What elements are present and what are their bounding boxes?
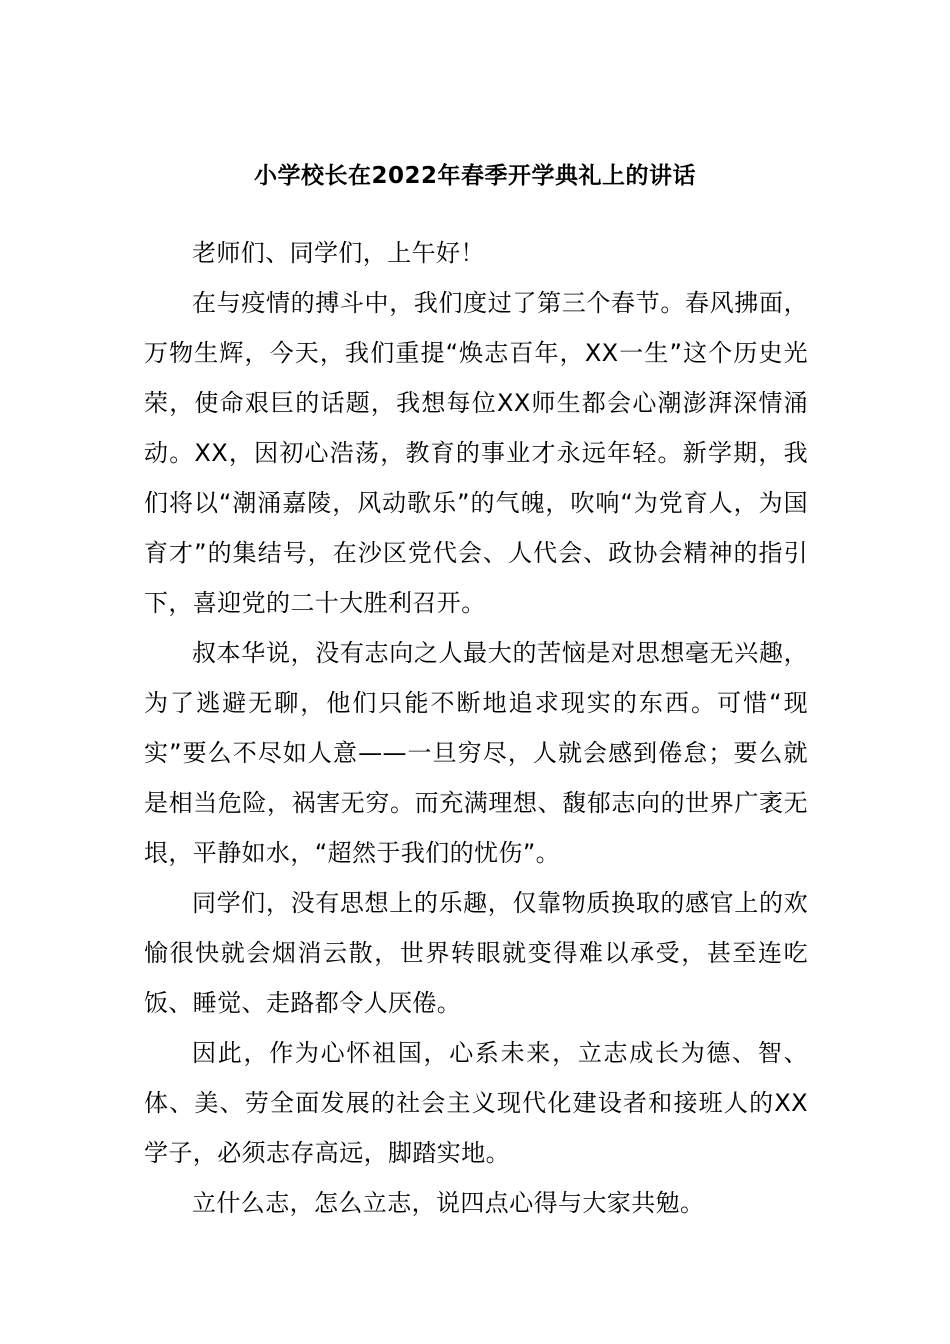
- paragraph-therefore: 因此，作为心怀祖国，心系未来，立志成长为德、智、体、美、劳全面发展的社会主义现代化建设者和接班人的XX学子，必须志存高远，脚踏实地。: [144, 1039, 808, 1167]
- paragraph-students: 同学们，没有思想上的乐趣，仅靠物质换取的感官上的欢愉很快就会烟消云散，世界转眼就变得难以承受，甚至连吃饭、睡觉、走路都令人厌倦。: [144, 889, 808, 1017]
- paragraph-schopenhauer: 叔本华说，没有志向之人最大的苦恼是对思想毫无兴趣，为了逃避无聊，他们只能不断地追求现实的东西。可惜“现实”要么不尽如人意——一旦穷尽，人就会感到倦怠；要么就是相当危险，祸害无穷。而充满理想、馥郁志向的世界广袤无垠，平静如水，“超然于我们的忧伤”。: [144, 639, 808, 867]
- paragraph-four-points: 立什么志，怎么立志，说四点心得与大家共勉。: [192, 1189, 705, 1217]
- document-title: 小学校长在2022年春季开学典礼上的讲话: [253, 163, 696, 189]
- paragraph-greeting: 老师们、同学们，上午好！: [192, 239, 485, 267]
- paragraph-spring-festival: 在与疫情的搏斗中，我们度过了第三个春节。春风拂面，万物生辉，今天，我们重提“焕志百年，XX一生”这个历史光荣，使命艰巨的话题，我想每位XX师生都会心潮澎湃深情涌动。XX，因初心浩荡，教育的事业才永远年轻。新学期，我们将以“潮涌嘉陵，风动歌乐”的气魄，吹响“为党育人，为国育才”的集结号，在沙区党代会、人代会、政协会精神的指引下，喜迎党的二十大胜利召开。: [144, 289, 808, 617]
- document-body: [144, 228, 808, 1228]
